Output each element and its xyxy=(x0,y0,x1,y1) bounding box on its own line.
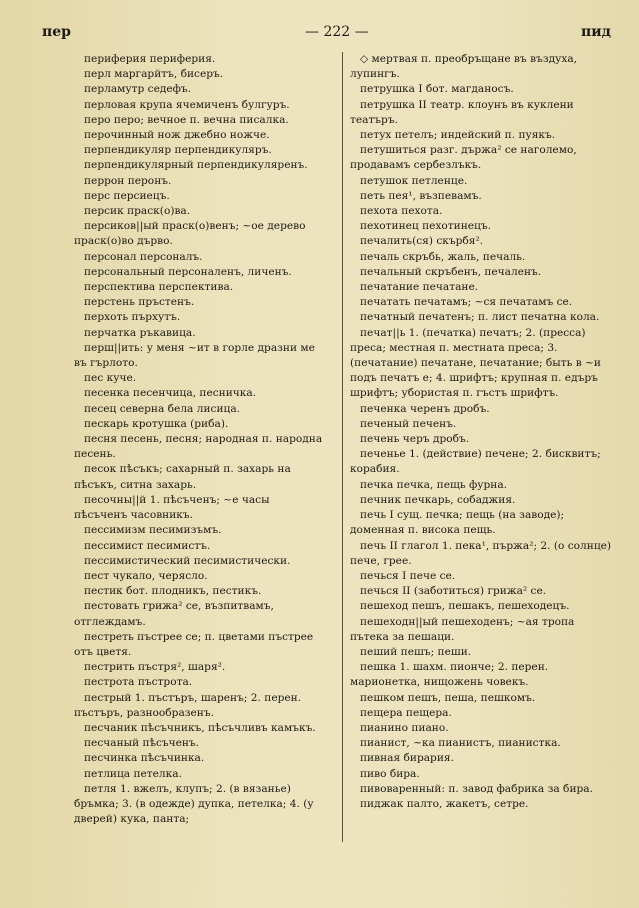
dictionary-entry: петух петелъ; индейский п. пуякъ. xyxy=(360,129,556,142)
dictionary-entry: печенка черенъ дробъ. xyxy=(360,402,490,415)
dictionary-entry: пестрота пъстрота. xyxy=(84,676,193,689)
dictionary-entry: песчинка пѣсъчинка. xyxy=(84,752,205,765)
dictionary-entry: перл маргарйтъ, бисеръ. xyxy=(84,68,224,81)
dictionary-entry: печенье 1. (действие) печене; 2. бисквитъ; корабия. xyxy=(350,448,601,476)
dictionary-entry: пессимистический песимистически. xyxy=(84,554,291,567)
dictionary-entry: перо перо; вечное п. вечна писалка. xyxy=(84,113,289,126)
dictionary-entry: песец северна бела лисица. xyxy=(84,402,241,415)
dictionary-entry: пешеходн||ый пешеходенъ; ~ая тропа пътека за пешаци. xyxy=(350,615,575,643)
dictionary-entry: перловая крупа ячемиченъ булгуръ. xyxy=(84,98,290,111)
dictionary-entry: печальный скръбенъ, печаленъ. xyxy=(360,265,542,278)
dictionary-entry: пианино пиано. xyxy=(360,721,449,734)
running-head-right: пид xyxy=(581,24,611,40)
dictionary-entry: печалить(ся) скърбя². xyxy=(360,235,484,248)
dictionary-entry: пестрить пъстря², шаря². xyxy=(84,661,226,674)
dictionary-entry: пещера пещера. xyxy=(360,706,452,719)
dictionary-entry: перхоть пърхутъ. xyxy=(84,311,181,324)
dictionary-entry: печатать печатамъ; ~ся печатамъ се. xyxy=(360,296,573,309)
dictionary-entry: печься II (заботиться) грижа² се. xyxy=(360,585,547,598)
dictionary-entry: петушок петленце. xyxy=(360,174,468,187)
dictionary-entry: петрушка I бот. магданосъ. xyxy=(360,83,514,96)
dictionary-entry: песня песень, песня; народная п. народна песень. xyxy=(74,433,323,461)
dictionary-entry: пестовать грижа² се, възпитвамъ, отглеждамъ. xyxy=(74,600,274,628)
dictionary-entry: печься I пече се. xyxy=(360,569,456,582)
dictionary-entry: пескарь кротушка (риба). xyxy=(84,417,229,430)
dictionary-entry: печеный печенъ. xyxy=(360,417,457,430)
dictionary-entry: персонал персоналъ. xyxy=(84,250,203,263)
dictionary-entry: песенка песенчица, песничка. xyxy=(84,387,257,400)
dictionary-entry: печь II глагол 1. пека¹, пържа²; 2. (о солнце) пече, грее. xyxy=(350,539,612,567)
dictionary-entry: петлица петелка. xyxy=(84,767,182,780)
dictionary-entry: печатание печатане. xyxy=(360,281,479,294)
dictionary-entry: пивоваренный: п. завод фабрика за бира. xyxy=(360,782,593,795)
column-divider xyxy=(342,52,343,842)
dictionary-entry: петрушка II театр. клоунъ въ куклени театъръ. xyxy=(350,98,574,126)
dictionary-entry: пессимизм песимизъмъ. xyxy=(84,524,222,537)
dictionary-entry: пестрый 1. пъстъръ, шаренъ; 2. перен. пъстъръ, разнообразенъ. xyxy=(74,691,302,719)
dictionary-entry: пешка 1. шахм. пионче; 2. перен. марионетка, нищожень човекъ. xyxy=(350,661,549,689)
dictionary-entry: персик праск(о)ва. xyxy=(84,205,191,218)
dictionary-entry: пес куче. xyxy=(84,372,137,385)
dictionary-entry: петушиться разг. държа² се наголемо, продавамъ сербезлъкъ. xyxy=(350,144,577,172)
dictionary-entry: перрон перонъ. xyxy=(84,174,172,187)
dictionary-entry: песчаник пѣсъчникъ, пѣсъчливъ камъкъ. xyxy=(84,721,316,734)
dictionary-entry: пест чукало, черясло. xyxy=(84,569,208,582)
dictionary-entry: перспектива перспектива. xyxy=(84,281,234,294)
dictionary-entry: песочны||й 1. пѣсъченъ; ~е часы пѣсъченъ часовникъ. xyxy=(74,493,270,522)
dictionary-entry: перс персиецъ. xyxy=(84,189,170,202)
dictionary-entry: петля 1. вжелъ, клупъ; 2. (в вязанье) бръмка; 3. (в одежде) дупка, петелка; 4. (у дверей) кука, панта; xyxy=(74,782,314,826)
dictionary-entry: печь I сущ. печка; пещь (на заводе); доменная п. висока пещь. xyxy=(350,509,565,537)
dictionary-entry: пеший пешъ; пеши. xyxy=(360,645,472,658)
dictionary-entry: персиков||ый праск(о)венъ; ~ое дерево праск(о)во дърво. xyxy=(74,220,306,248)
dictionary-entry: перпендикулярный перпендикуляренъ. xyxy=(84,159,308,172)
dictionary-entry: перочинный нож джебно ножче. xyxy=(84,129,270,142)
dictionary-entry: печатный печатенъ; п. лист печатна кола. xyxy=(360,311,600,324)
right-column xyxy=(350,52,612,812)
dictionary-entry: перш||ить: у меня ~ит в горле дразни ме въ гърлото. xyxy=(74,341,315,370)
dictionary-entry: пиджак палто, жакетъ, сетре. xyxy=(360,797,529,810)
dictionary-entry: персональный персоналенъ, личенъ. xyxy=(84,265,292,278)
dictionary-entry: пианист, ~ка пианистъ, пианистка. xyxy=(360,737,561,750)
running-head-left: пер xyxy=(42,24,71,40)
dictionary-entry: ◇ мертвая п. преобръщане въ въздуха, лупингъ. xyxy=(350,53,578,81)
dictionary-entry: пестреть пъстрее се; п. цветами пъстрее отъ цветя. xyxy=(74,630,314,658)
dictionary-entry: печник печкарь, собаджия. xyxy=(360,493,516,506)
dictionary-entry: печень черъ дробъ. xyxy=(360,433,470,446)
dictionary-entry: песок пѣсъкъ; сахарный п. захарь на пѣсъкъ, ситна захарь. xyxy=(74,463,291,491)
dictionary-entry: пешком пешъ, пеша, пешкомъ. xyxy=(360,691,536,704)
dictionary-entry: перстень пръстенъ. xyxy=(84,296,195,309)
dictionary-entry: пессимист песимистъ. xyxy=(84,539,211,552)
dictionary-entry: песчаный пѣсъченъ. xyxy=(84,737,200,750)
dictionary-entry: пехотинец пехотинецъ. xyxy=(360,220,491,233)
dictionary-entry: печат||ь 1. (печатка) печатъ; 2. (пресса) преса; местная п. местната преса; 3. (печатание) печатане, печатание; быть в ~и подъ печатъ е; 4. шрифтъ; крупная п. едъръ шрифтъ; убористая п. гъстъ шрифтъ. xyxy=(350,326,601,400)
dictionary-entry: пиво бира. xyxy=(360,767,420,780)
left-column xyxy=(74,52,326,827)
dictionary-entry: пехота пехота. xyxy=(360,205,443,218)
dictionary-entry: пешеход пешъ, пешакъ, пешеходецъ. xyxy=(360,600,570,613)
dictionary-entry: петь пея¹, възпевамъ. xyxy=(360,189,482,202)
dictionary-entry: печка печка, пещь фурна. xyxy=(360,478,508,491)
dictionary-entry: перчатка ръкавица. xyxy=(84,326,196,339)
dictionary-entry: пестик бот. плодникъ, пестикъ. xyxy=(84,585,262,598)
dictionary-entry: периферия периферия. xyxy=(84,53,216,65)
dictionary-entry: перламутр седефъ. xyxy=(84,83,192,96)
dictionary-entry: перпендикуляр перпендикуляръ. xyxy=(84,144,272,157)
page-number: — 222 — xyxy=(305,24,369,40)
dictionary-entry: печаль скръбь, жаль, печаль. xyxy=(360,250,526,263)
dictionary-entry: пивная бирария. xyxy=(360,752,454,765)
